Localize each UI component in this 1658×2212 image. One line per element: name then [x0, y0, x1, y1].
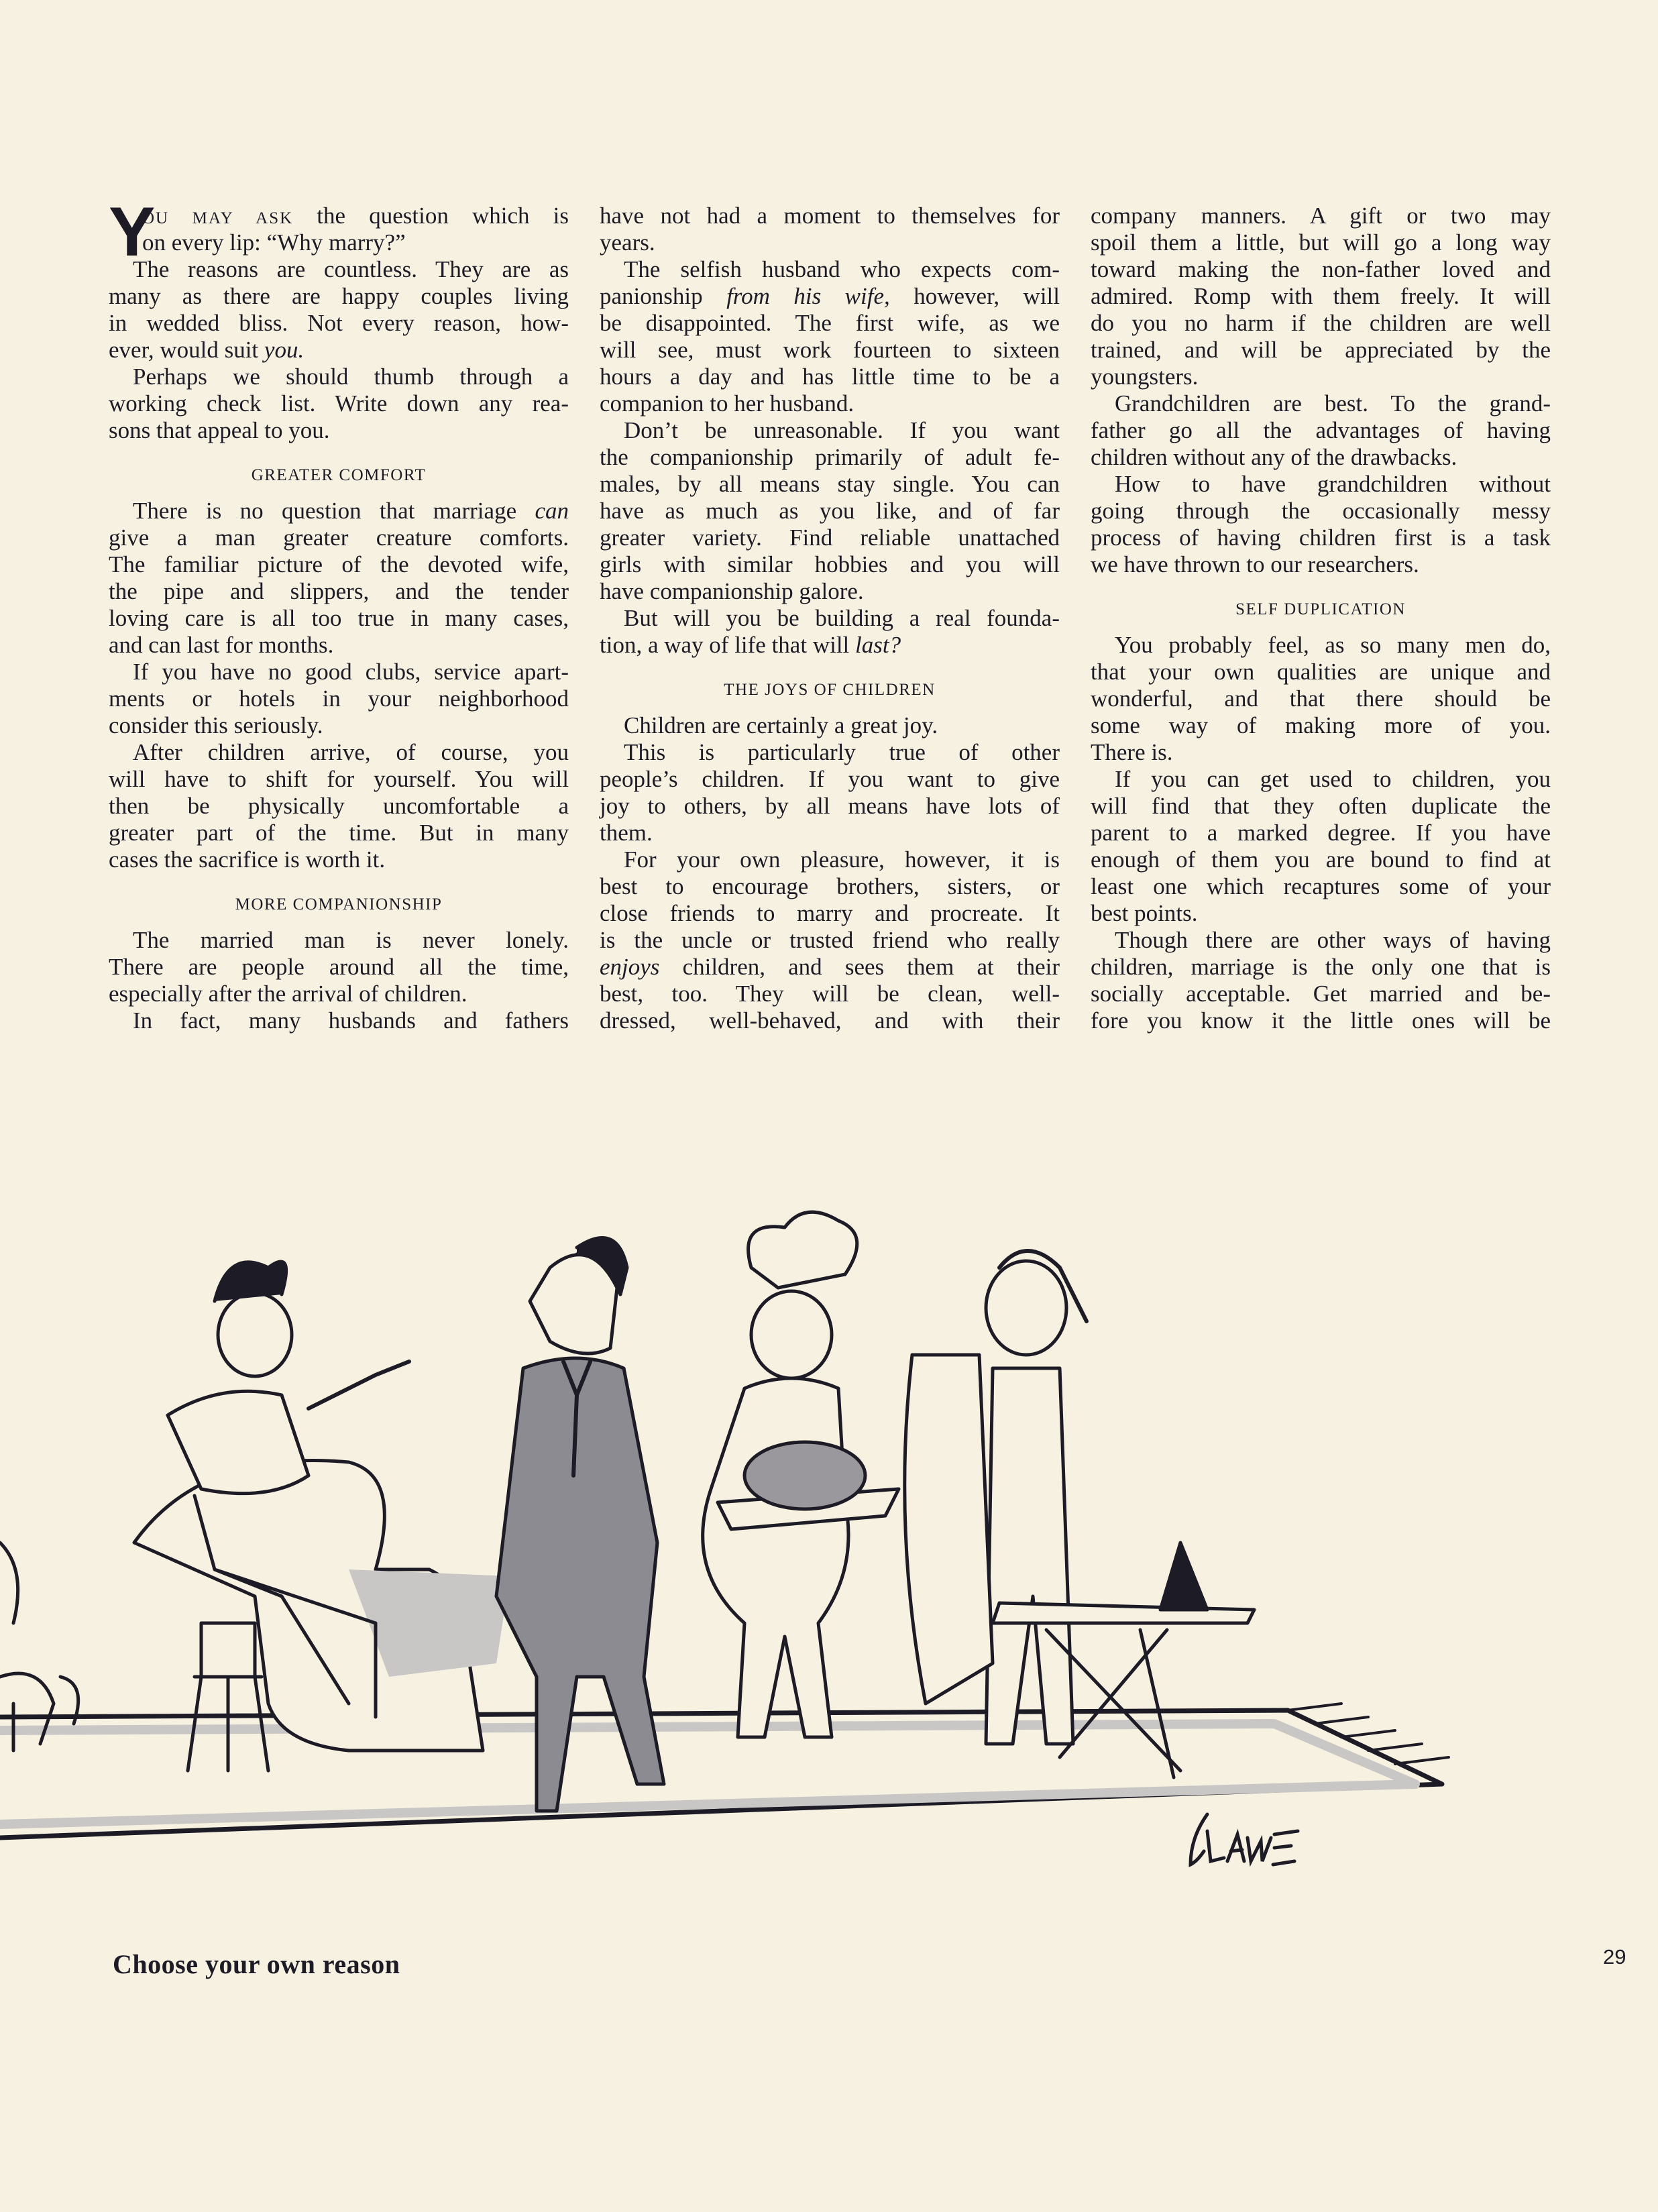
paragraph — [1091, 203, 1551, 390]
paragraph — [1091, 927, 1551, 1034]
cartoon-illustration — [0, 1194, 1658, 1865]
text-line: father go all the advantages of having — [1091, 417, 1551, 443]
text-line: Though there are other ways of having — [1115, 927, 1551, 953]
italic-text: you. — [264, 337, 305, 363]
paragraph — [109, 927, 569, 1007]
italic-text: enjoys — [600, 954, 660, 980]
text-line: panionship from his wife, however, will — [600, 283, 1060, 309]
poodle — [0, 1543, 78, 1751]
text-line: best to encourage brothers, sisters, or — [600, 873, 1060, 899]
text-line: on every lip: “Why marry?” — [142, 229, 406, 256]
paragraph — [109, 1007, 569, 1034]
text-line: toward making the non-father loved and — [1091, 256, 1551, 282]
text-line: parent to a marked degree. If you have — [1091, 820, 1551, 846]
text-line: ever, would suit you. — [109, 337, 305, 363]
text-line: enough of them you are bound to find at — [1091, 846, 1551, 873]
text-line: Grandchildren are best. To the grand- — [1115, 390, 1551, 417]
text-line: have companionship galore. — [600, 578, 864, 604]
text-line: After children arrive, of course, you — [133, 739, 569, 765]
paragraph — [1091, 390, 1551, 471]
text-line: How to have grandchildren without — [1115, 471, 1551, 497]
text-line: If you have no good clubs, service apart- — [133, 659, 569, 685]
text-line: Perhaps we should thumb through a — [133, 364, 569, 390]
italic-text: can — [535, 498, 569, 524]
text-line: working check list. Write down any rea- — [109, 390, 569, 417]
text-line: in wedded bliss. Not every reason, how- — [109, 310, 569, 336]
text-line: In fact, many husbands and fathers — [133, 1007, 569, 1034]
text-line: males, by all means stay single. You can — [600, 471, 1060, 497]
paragraph — [1091, 632, 1551, 766]
text-line: that your own qualities are unique and — [1091, 659, 1551, 685]
text-line — [142, 203, 569, 229]
text-line: is the uncle or trusted friend who really — [600, 927, 1060, 953]
text-line-rest: the question which is — [293, 203, 569, 229]
text-line: girls with similar hobbies and you will — [600, 551, 1060, 577]
text-line: enjoys children, and sees them at their — [600, 954, 1060, 980]
text-line: dressed, well-behaved, and with their — [600, 1007, 1060, 1034]
text-line: sons that appeal to you. — [109, 417, 330, 443]
text-line: children without any of the drawbacks. — [1091, 444, 1457, 470]
text-line: hours a day and has little time to be a — [600, 364, 1060, 390]
text-line: The married man is never lonely. — [133, 927, 569, 953]
text-line: ments or hotels in your neighborhood — [109, 685, 569, 712]
text-line: If you can get used to children, you — [1115, 766, 1551, 792]
text-line: spoil them a little, but will go a long way — [1091, 229, 1551, 256]
text-line: There is no question that marriage can — [133, 498, 569, 524]
paragraph — [1091, 766, 1551, 927]
chef-with-turkey — [703, 1212, 899, 1737]
text-line: admired. Romp with them freely. It will — [1091, 283, 1551, 309]
text-line: trained, and will be appreciated by the — [1091, 337, 1551, 363]
text-line: we have thrown to our researchers. — [1091, 551, 1419, 577]
woman-with-pipe — [134, 1262, 510, 1771]
text-line: do you no harm if the children are well — [1091, 310, 1551, 336]
text-line: greater part of the time. But in many — [109, 820, 569, 846]
text-line: process of having children first is a task — [1091, 524, 1551, 551]
text-line: then be physically uncomfortable a — [109, 793, 569, 819]
paragraph — [1091, 471, 1551, 578]
text-line: close friends to marry and procreate. It — [600, 900, 1060, 926]
text-line: But will you be building a real founda- — [624, 605, 1060, 631]
text-line: company manners. A gift or two may — [1091, 203, 1551, 229]
text-line: loving care is all too true in many cases, — [109, 605, 569, 631]
text-line: least one which recaptures some of your — [1091, 873, 1551, 899]
text-line: tion, a way of life that will last? — [600, 632, 901, 658]
section-heading: MORE COMPANIONSHIP — [235, 895, 443, 914]
text-line: people’s children. If you want to give — [600, 766, 1060, 792]
text-line: joy to others, by all means have lots of — [600, 793, 1060, 819]
paragraph — [600, 605, 1060, 659]
text-line: The selfish husband who expects com- — [624, 256, 1060, 282]
text-line: There is. — [1091, 739, 1173, 765]
text-line: best points. — [1091, 900, 1198, 926]
text-column-2 — [600, 203, 1060, 1034]
text-line: going through the occasionally messy — [1091, 498, 1551, 524]
italic-text: last? — [855, 632, 901, 658]
paragraph — [109, 256, 569, 364]
text-column-3 — [1091, 203, 1551, 1034]
paragraph — [600, 846, 1060, 1034]
text-line: Don’t be unreasonable. If you want — [624, 417, 1060, 443]
text-line: There are people around all the time, — [109, 954, 569, 980]
text-line: some way of making more of you. — [1091, 712, 1551, 738]
paragraph — [109, 364, 569, 444]
illustration-caption: Choose your own reason — [113, 1949, 400, 1979]
text-line: The reasons are countless. They are as — [133, 256, 569, 282]
text-line: children, marriage is the only one that is — [1091, 954, 1551, 980]
text-line: companion to her husband. — [600, 390, 854, 417]
paragraph — [600, 203, 1060, 256]
text-line: wonderful, and that there should be — [1091, 685, 1551, 712]
text-line: have not had a moment to themselves for — [600, 203, 1060, 229]
section-heading: GREATER COMFORT — [251, 466, 427, 484]
text-line: consider this seriously. — [109, 712, 323, 738]
paragraph — [600, 739, 1060, 846]
paragraph — [109, 659, 569, 739]
text-line: will find that they often duplicate the — [1091, 793, 1551, 819]
text-line: give a man greater creature comforts. — [109, 524, 569, 551]
text-line: The familiar picture of the devoted wife, — [109, 551, 569, 577]
paragraph — [600, 712, 1060, 739]
text-line: them. — [600, 820, 653, 846]
drop-cap: Y — [109, 193, 156, 271]
girl-with-shirt — [905, 1251, 1254, 1777]
text-line: especially after the arrival of children. — [109, 981, 467, 1007]
text-column-1 — [109, 193, 569, 1034]
text-line: socially acceptable. Get married and be- — [1091, 981, 1551, 1007]
text-line: the companionship primarily of adult fe- — [600, 444, 1060, 470]
page-number: 29 — [1603, 1945, 1626, 1969]
paragraph — [109, 739, 569, 873]
text-line: This is particularly true of other — [624, 739, 1060, 765]
paragraph — [109, 498, 569, 659]
paragraph — [600, 256, 1060, 417]
text-line: many as there are happy couples living — [109, 283, 569, 309]
text-line: cases the sacrifice is worth it. — [109, 846, 386, 873]
text-line: For your own pleasure, however, it is — [624, 846, 1060, 873]
text-line: will see, must work fourteen to sixteen — [600, 337, 1060, 363]
text-line: Children are certainly a great joy. — [624, 712, 938, 738]
text-line: fore you know it the little ones will be — [1091, 1007, 1551, 1034]
italic-text: from his wife, — [726, 283, 890, 309]
text-line: be disappointed. The first wife, as we — [600, 310, 1060, 336]
text-line: youngsters. — [1091, 364, 1199, 390]
section-heading: THE JOYS OF CHILDREN — [724, 681, 936, 699]
section-heading: SELF DUPLICATION — [1235, 600, 1406, 618]
text-line: best, too. They will be clean, well- — [600, 981, 1060, 1007]
text-line: You probably feel, as so many men do, — [1115, 632, 1551, 658]
paragraph — [600, 417, 1060, 605]
small-caps-lead: OU MAY ASK — [142, 209, 294, 227]
text-line: will have to shift for yourself. You will — [109, 766, 569, 792]
artist-signature — [1187, 1811, 1308, 1875]
text-line: have as much as you like, and of far — [600, 498, 1060, 524]
text-line: years. — [600, 229, 655, 256]
text-line: greater variety. Find reliable unattached — [600, 524, 1060, 551]
text-line: and can last for months. — [109, 632, 334, 658]
text-line: the pipe and slippers, and the tender — [109, 578, 569, 604]
